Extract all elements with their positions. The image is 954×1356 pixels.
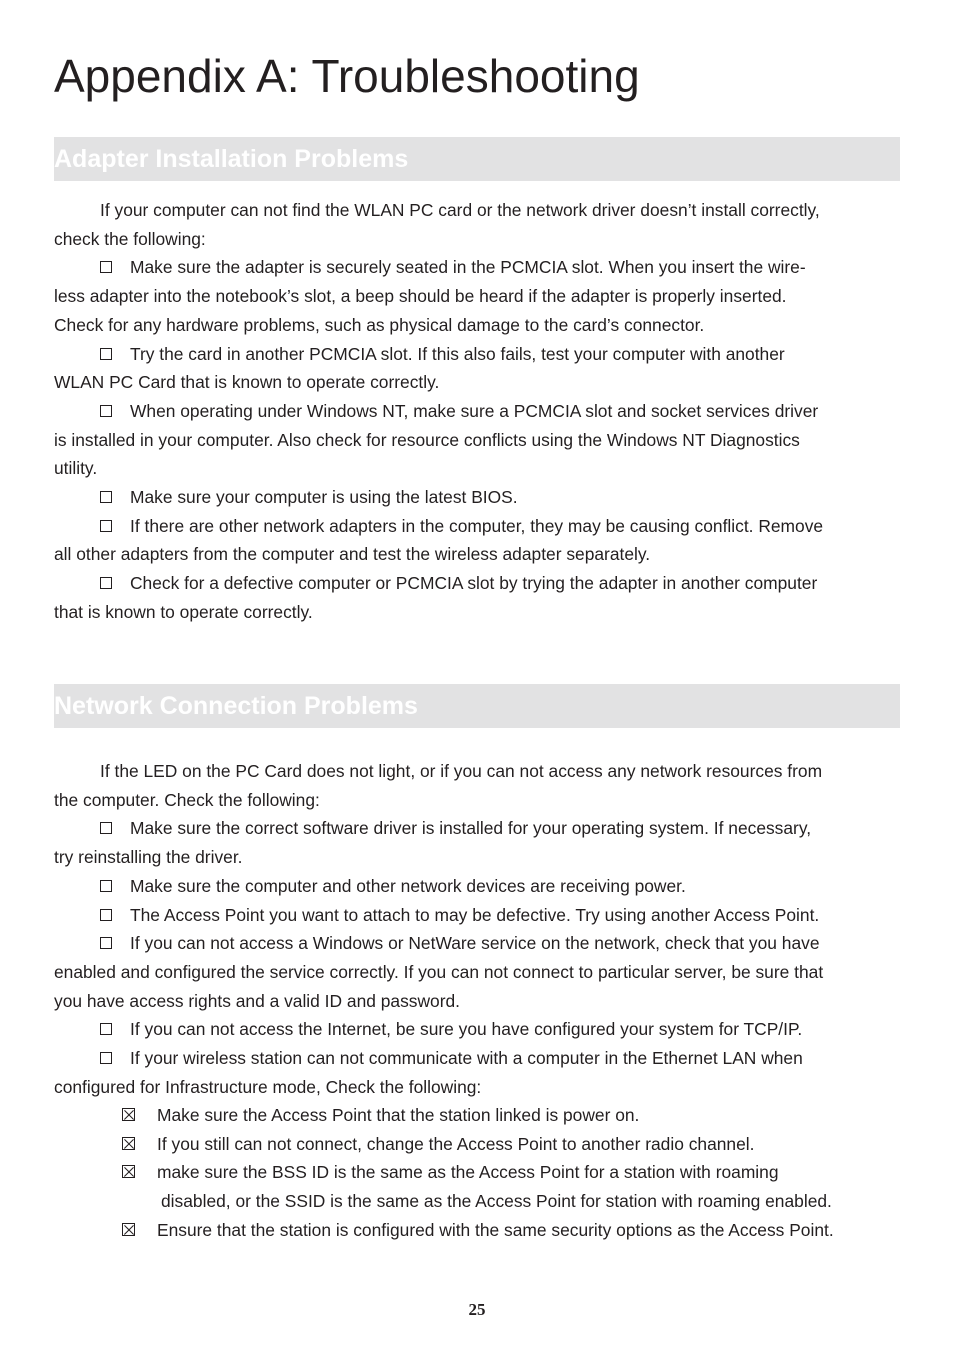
text-line: Make sure the adapter is securely seated in the PCMCIA slot. When you insert the wire-: [130, 257, 806, 278]
text-line: The Access Point you want to attach to may be defective. Try using another Access Point.: [130, 904, 820, 925]
checkbox-icon: [100, 405, 112, 417]
x-box-icon: [122, 1137, 135, 1150]
text-line: Try the card in another PCMCIA slot. If this also fails, test your computer with another: [130, 343, 785, 364]
list-item: [54, 872, 900, 901]
text-line: enabled and configured the service correctly. If you can not connect to particular server, be sure that: [54, 961, 824, 982]
section-heading: Adapter Installation Problems: [54, 145, 409, 173]
list-item: [54, 397, 900, 483]
text-line: Make sure the computer and other network devices are receiving power.: [130, 875, 686, 896]
text-line: If you can not access a Windows or NetWare service on the network, check that you have: [130, 933, 820, 954]
sub-list-item: [122, 1130, 754, 1159]
text-line: If your wireless station can not communicate with a computer in the Ethernet LAN when: [130, 1048, 803, 1069]
list-item: [54, 253, 900, 339]
section-banner-adapter-installation: [54, 137, 900, 181]
list-item: [54, 814, 900, 871]
page-number: 25: [468, 1300, 486, 1319]
checkbox-icon: [100, 822, 112, 834]
text-line: If you still can not connect, change the Access Point to another radio channel.: [157, 1134, 755, 1154]
text-line: check the following:: [54, 228, 206, 249]
list-item: [54, 512, 900, 569]
list-item: [54, 1044, 900, 1101]
sub-list-item: [122, 1158, 832, 1215]
text-line: the computer. Check the following:: [54, 789, 320, 810]
x-box-icon: [122, 1223, 135, 1236]
x-box-icon: [122, 1165, 135, 1178]
checkbox-icon: [100, 937, 112, 949]
checkbox-icon: [100, 577, 112, 589]
checkbox-icon: [100, 261, 112, 273]
text-line: disabled, or the SSID is the same as the Access Point for station with roaming enabled.: [161, 1190, 832, 1211]
text-line: is installed in your computer. Also check for resource conflicts using the Windows NT Diagnostics: [54, 429, 800, 450]
text-line: less adapter into the notebook’s slot, a beep should be heard if the adapter is properly inserted.: [54, 286, 787, 307]
section-banner-network-connection: [54, 684, 900, 728]
text-line: WLAN PC Card that is known to operate correctly.: [54, 372, 440, 393]
section-body-network-connection: [54, 757, 900, 1101]
text-line: all other adapters from the computer and test the wireless adapter separately.: [54, 544, 651, 565]
text-line: Check for a defective computer or PCMCIA slot by trying the adapter in another computer: [130, 573, 818, 594]
checkbox-icon: [100, 491, 112, 503]
checkbox-icon: [100, 880, 112, 892]
list-item: [54, 929, 900, 1015]
text-line: If you can not access the Internet, be sure you have configured your system for TCP/IP.: [130, 1019, 803, 1040]
list-item: [54, 340, 900, 397]
list-item: [54, 1015, 900, 1044]
checkbox-icon: [100, 1023, 112, 1035]
x-box-icon: [122, 1108, 135, 1121]
page-title: Appendix A: Troubleshooting: [54, 50, 640, 102]
text-line: If your computer can not find the WLAN PC card or the network driver doesn’t install correctly,: [100, 200, 820, 220]
text-line: configured for Infrastructure mode, Check the following:: [54, 1076, 482, 1097]
intro-paragraph: [54, 196, 900, 253]
checkbox-icon: [100, 909, 112, 921]
text-line: make sure the BSS ID is the same as the Access Point for a station with roaming: [157, 1162, 779, 1182]
list-item: [54, 569, 900, 626]
list-item: [54, 901, 900, 930]
text-line: If there are other network adapters in the computer, they may be causing conflict. Remove: [130, 515, 824, 536]
section-heading: Network Connection Problems: [54, 692, 418, 720]
checkbox-icon: [100, 520, 112, 532]
text-line: Make sure the correct software driver is installed for your operating system. If necessary,: [130, 818, 812, 839]
text-line: Check for any hardware problems, such as physical damage to the card’s connector.: [54, 314, 705, 335]
text-line: Make sure the Access Point that the station linked is power on.: [157, 1105, 640, 1125]
section-body-adapter-installation: [54, 196, 900, 627]
text-line: utility.: [54, 458, 98, 479]
checkbox-icon: [100, 1052, 112, 1064]
text-line: Make sure your computer is using the latest BIOS.: [130, 487, 518, 508]
text-line: Ensure that the station is configured with the same security options as the Access Point.: [157, 1220, 834, 1240]
sub-list-item: [122, 1101, 639, 1130]
sub-list-item: [122, 1216, 834, 1245]
text-line: If the LED on the PC Card does not light, or if you can not access any network resources from: [100, 761, 823, 781]
text-line: you have access rights and a valid ID and password.: [54, 990, 461, 1011]
text-line: that is known to operate correctly.: [54, 601, 313, 622]
list-item: [54, 483, 900, 512]
checkbox-icon: [100, 348, 112, 360]
text-line: try reinstalling the driver.: [54, 847, 243, 868]
text-line: When operating under Windows NT, make sure a PCMCIA slot and socket services driver: [130, 400, 819, 421]
intro-paragraph: [54, 757, 900, 814]
